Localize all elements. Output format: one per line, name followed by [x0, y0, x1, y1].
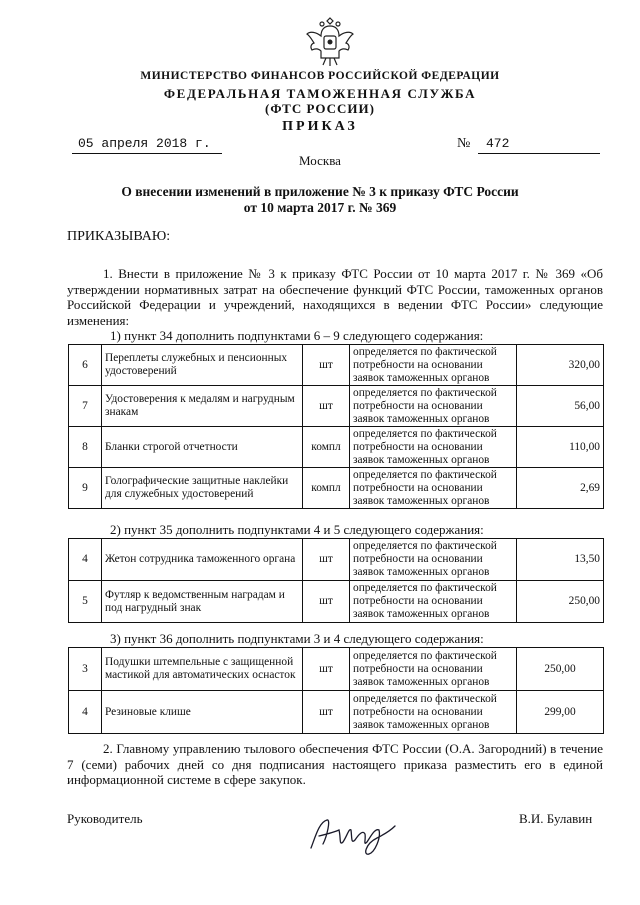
- table-row: [69, 581, 604, 623]
- document-title: О внесении изменений в приложение № 3 к приказу ФТС России: [121, 184, 519, 199]
- subparagraph-3: 3) пункт 36 дополнить подпунктами 3 и 4 следующего содержания:: [110, 631, 484, 646]
- item-basis-cell: определяется по фактической потребности на основании заявок таможенных органов: [350, 648, 517, 691]
- item-unit-cell: шт: [303, 386, 350, 427]
- item-name-cell: Переплеты служебных и пенсионных удостоверений: [102, 345, 303, 386]
- decree-word: ПРИКАЗЫВАЮ:: [67, 229, 171, 244]
- item-unit-cell: шт: [303, 648, 350, 691]
- item-value-cell: 13,50: [517, 539, 604, 581]
- table-row: [69, 386, 604, 427]
- document-type: ПРИКАЗ: [282, 119, 358, 134]
- item-unit-cell: шт: [303, 539, 350, 581]
- item-number-cell: 3: [69, 648, 102, 691]
- item-number-cell: 6: [69, 345, 102, 386]
- order-number: 472: [486, 136, 510, 151]
- paragraph-2: 2. Главному управлению тылового обеспечения ФТС России (О.А. Загородний) в течение 7 (семи) рабочих дней со дня подписания настоящего приказа разместить его в единой информационной системе в сфере закупок.: [67, 741, 603, 788]
- items-table-1: [68, 344, 604, 509]
- paragraph-1: 1. Внести в приложение № 3 к приказу ФТС России от 10 марта 2017 г. № 369 «Об утверждении нормативных затрат на обеспечение функций ФТС России, таможенных органов Российской Федерации и учреждений, находящихся в ведении ФТС России» следующие изменения:: [67, 266, 603, 328]
- item-unit-cell: шт: [303, 345, 350, 386]
- subparagraph-1: 1) пункт 34 дополнить подпунктами 6 – 9 следующего содержания:: [110, 328, 484, 343]
- service-short-name: (ФТС РОССИИ): [265, 101, 375, 116]
- item-number-cell: 7: [69, 386, 102, 427]
- coat-of-arms-emblem-icon: [304, 12, 356, 68]
- table-row: [69, 539, 604, 581]
- item-value-cell: 250,00: [517, 581, 604, 623]
- item-basis-cell: определяется по фактической потребности на основании заявок таможенных органов: [350, 581, 517, 623]
- items-table-3: [68, 647, 604, 734]
- item-name-cell: Удостоверения к медалям и нагрудным знакам: [102, 386, 303, 427]
- item-value-cell: 320,00: [517, 345, 604, 386]
- item-number-cell: 4: [69, 539, 102, 581]
- item-number-cell: 4: [69, 691, 102, 734]
- item-value-cell: 299,00: [517, 691, 604, 734]
- items-table-2: [68, 538, 604, 623]
- item-name-cell: Подушки штемпельные с защищенной мастикой для автоматических оснасток: [102, 648, 303, 691]
- item-basis-cell: определяется по фактической потребности на основании заявок таможенных органов: [350, 427, 517, 468]
- item-name-cell: Жетон сотрудника таможенного органа: [102, 539, 303, 581]
- item-basis-cell: определяется по фактической потребности на основании заявок таможенных органов: [350, 468, 517, 509]
- item-basis-cell: определяется по фактической потребности на основании заявок таможенных органов: [350, 539, 517, 581]
- number-label: №: [457, 136, 471, 151]
- item-value-cell: 250,00: [517, 648, 604, 691]
- order-date: 05 апреля 2018 г.: [78, 136, 211, 151]
- item-basis-cell: определяется по фактической потребности на основании заявок таможенных органов: [350, 386, 517, 427]
- item-unit-cell: шт: [303, 581, 350, 623]
- subparagraph-2: 2) пункт 35 дополнить подпунктами 4 и 5 следующего содержания:: [110, 522, 484, 537]
- item-name-cell: Голографические защитные наклейки для служебных удостоверений: [102, 468, 303, 509]
- item-number-cell: 5: [69, 581, 102, 623]
- table-row: [69, 427, 604, 468]
- item-name-cell: Резиновые клише: [102, 691, 303, 734]
- item-name-cell: Бланки строгой отчетности: [102, 427, 303, 468]
- item-unit-cell: компл: [303, 427, 350, 468]
- service-name: ФЕДЕРАЛЬНАЯ ТАМОЖЕННАЯ СЛУЖБА: [163, 86, 477, 101]
- item-unit-cell: шт: [303, 691, 350, 734]
- signatory-name: В.И. Булавин: [519, 811, 593, 826]
- city: Москва: [299, 153, 341, 168]
- table-row: [69, 691, 604, 734]
- item-number-cell: 9: [69, 468, 102, 509]
- ministry-name: МИНИСТЕРСТВО ФИНАНСОВ РОССИЙСКОЙ ФЕДЕРАЦИИ: [140, 70, 500, 82]
- handwritten-signature: [305, 808, 400, 858]
- item-value-cell: 2,69: [517, 468, 604, 509]
- signatory-position: Руководитель: [67, 811, 143, 826]
- item-basis-cell: определяется по фактической потребности на основании заявок таможенных органов: [350, 345, 517, 386]
- item-unit-cell: компл: [303, 468, 350, 509]
- item-number-cell: 8: [69, 427, 102, 468]
- item-basis-cell: определяется по фактической потребности на основании заявок таможенных органов: [350, 691, 517, 734]
- item-value-cell: 56,00: [517, 386, 604, 427]
- document-title-date: от 10 марта 2017 г. № 369: [243, 200, 397, 215]
- table-row: [69, 468, 604, 509]
- item-name-cell: Футляр к ведомственным наградам и под нагрудный знак: [102, 581, 303, 623]
- table-row: [69, 345, 604, 386]
- table-row: [69, 648, 604, 691]
- item-value-cell: 110,00: [517, 427, 604, 468]
